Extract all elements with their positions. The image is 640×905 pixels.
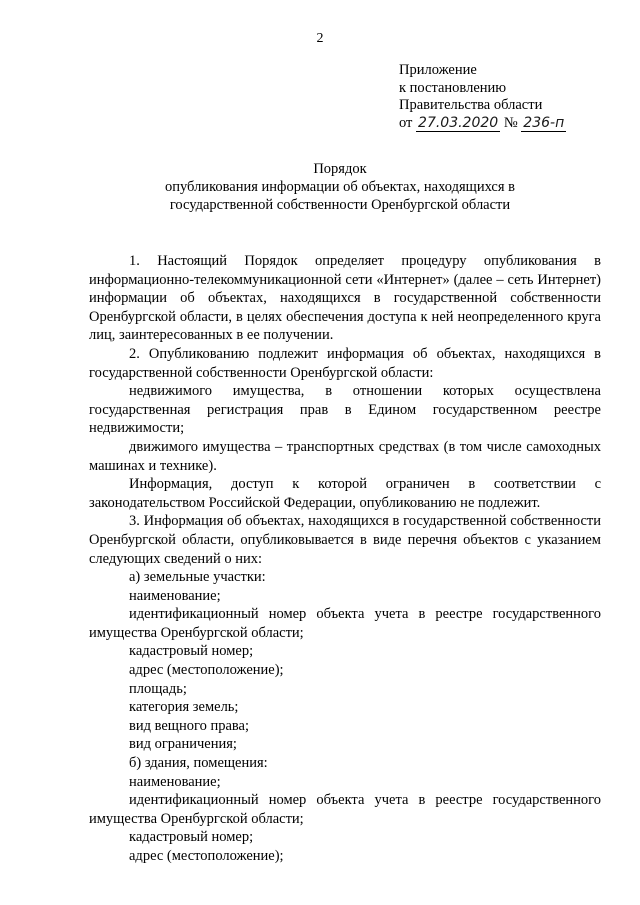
list-item: вид ограничения; bbox=[129, 736, 237, 753]
paragraph: движимого имущества – транспортных средствах (в том числе самоходных машинах и технике). bbox=[89, 438, 601, 474]
list-item: б) здания, помещения: bbox=[129, 755, 268, 772]
list-item: наименование; bbox=[129, 773, 221, 790]
list-item: наименование; bbox=[129, 587, 221, 604]
date-prefix: от bbox=[399, 114, 413, 131]
title-line-1: Порядок bbox=[313, 161, 367, 177]
appendix-line-3: Правительства области bbox=[399, 97, 543, 113]
list-item: а) земельные участки: bbox=[129, 569, 266, 586]
page-number: 2 bbox=[316, 31, 324, 46]
handwritten-number: 236-п bbox=[523, 114, 565, 131]
title-line-2: опубликования информации об объектах, находящихся в bbox=[164, 179, 516, 195]
handwritten-date: 27.03.2020 bbox=[418, 114, 499, 131]
appendix-date-line bbox=[399, 115, 566, 133]
list-item: категория земель; bbox=[129, 699, 239, 716]
number-prefix: № bbox=[503, 114, 518, 131]
list-item: адрес (местоположение); bbox=[129, 662, 284, 679]
appendix-block bbox=[399, 62, 566, 132]
list-item: идентификационный номер объекта учета в реестре государственного имущества Оренбургской области; bbox=[89, 792, 601, 827]
paragraph: 3. Информация об объектах, находящихся в государственной собственности Оренбургской области, опубликовывается в виде перечня объектов с указанием следующих сведений о них: bbox=[89, 513, 601, 567]
list-item: площадь; bbox=[129, 680, 187, 697]
appendix-line-1: Приложение bbox=[399, 62, 477, 78]
list-item: кадастровый номер; bbox=[129, 643, 254, 660]
appendix-line-2: к постановлению bbox=[399, 79, 507, 96]
title-line-3: государственной собственности Оренбургской области bbox=[169, 197, 511, 213]
list-item: вид вещного права; bbox=[129, 717, 250, 734]
paragraph: недвижимого имущества, в отношении которых осуществлена государственная регистрация прав в Едином государственном реестре недвижимости; bbox=[89, 383, 601, 437]
list-item: кадастровый номер; bbox=[129, 829, 254, 846]
document-title bbox=[80, 160, 600, 214]
paragraph: 1. Настоящий Порядок определяет процедуру опубликования в информационно-телекоммуникационной сети «Интернет» (далее – сеть Интернет) информации об объектах, находящихся в государственной собственности Оренбургской области, в целях обеспечения доступа к ней неопределенного круга лиц, заинтересованных в ее получении. bbox=[89, 253, 601, 344]
paragraph: Информация, доступ к которой ограничен в соответствии с законодательством Российской Федерации, опубликованию не подлежит. bbox=[89, 476, 601, 511]
list-item: адрес (местоположение); bbox=[129, 848, 284, 864]
list-item: идентификационный номер объекта учета в реестре государственного имущества Оренбургской области; bbox=[89, 606, 601, 641]
paragraph: 2. Опубликованию подлежит информация об объектах, находящихся в государственной собственности Оренбургской области: bbox=[89, 345, 601, 381]
document-body bbox=[89, 252, 601, 866]
